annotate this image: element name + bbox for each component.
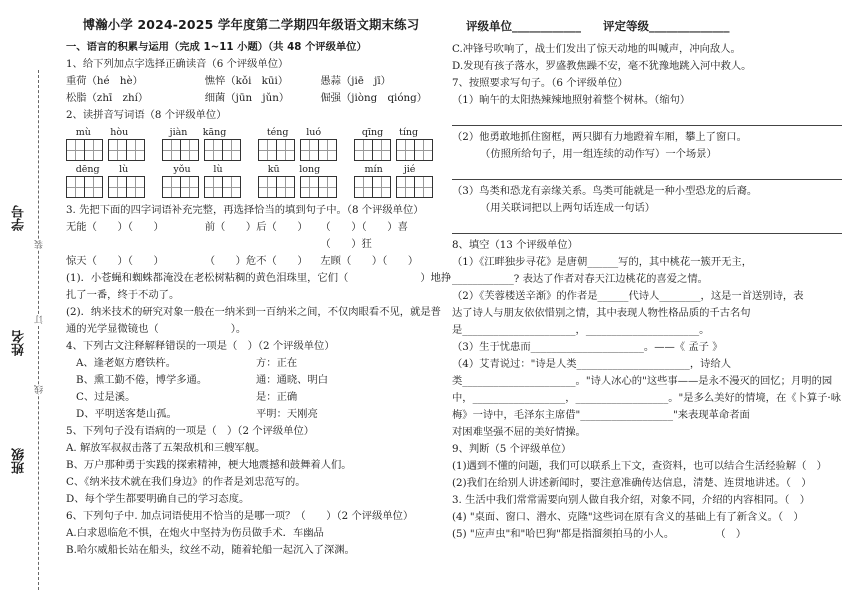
q1-item[interactable]: 倔强（jiòng qióng） — [320, 92, 428, 104]
q4-gloss: 通：通晓、明白 — [256, 374, 329, 386]
answer-line[interactable] — [452, 111, 842, 126]
pinyin: yǒu — [173, 164, 191, 175]
q9-stem: 9、判断（5 个评级单位） — [452, 443, 572, 455]
q8-line: 达了诗人与朋友依依惜别之情，其中表现人物性格品质的千古名句 — [452, 307, 751, 319]
q8-line[interactable]: （4）艾青说过："诗是人类______________________，诗给人 — [452, 358, 732, 370]
pinyin-word-box[interactable] — [258, 163, 330, 198]
q4-gloss: 方：正在 — [256, 357, 298, 369]
pinyin: luó — [306, 127, 322, 138]
q5-option[interactable]: C、《纳米技术就在我们身边》的作者是刘忠范写的。 — [66, 476, 306, 488]
pinyin: qīng — [361, 127, 384, 138]
pinyin-word-box[interactable] — [354, 163, 426, 198]
q5-option[interactable]: D、每个学生都要明确自己的学习态度。 — [66, 493, 250, 505]
q3-idiom[interactable]: 前（ ）后（ ） — [204, 221, 308, 233]
q3-idiom[interactable]: 惊天（ ）（ ） — [66, 255, 164, 267]
q7-sentence-2: （2）他勇敢地抓住窗框，两只脚有力地蹬着车厢，攀上了窗口。 — [452, 131, 747, 143]
pinyin: lù — [213, 164, 223, 175]
q8-line[interactable]: 是______________________，______________________。 — [452, 324, 710, 336]
pinyin: long — [299, 164, 321, 175]
q4-gloss: 平明：天刚亮 — [256, 408, 318, 420]
name-label: 姓名 — [12, 330, 27, 356]
q8-line[interactable]: （2）《芙蓉楼送辛渐》的作者是______代诗人________，这是一首送别诗，表 — [452, 290, 804, 302]
q1-item[interactable]: 重荷（hé hè） — [66, 75, 143, 87]
q3-idiom[interactable]: （ ）（ ）喜（ ）狂 — [320, 221, 408, 250]
pinyin-word-box[interactable] — [66, 163, 138, 198]
q8-line[interactable]: 梅》一诗中，毛泽东主席借"__________________"来表现革命者面 — [452, 409, 750, 421]
q6-option[interactable]: A.白求恩临危不惧，在炮火中坚持为伤员做手术．车幽品 — [66, 527, 324, 539]
q2-pinyin-row-1 — [66, 126, 436, 161]
pinyin-word-box[interactable] — [258, 126, 330, 161]
q7-stem: 7、按照要求写句子。（6 个评级单位） — [452, 77, 628, 89]
q4-option[interactable]: B、熏工勤不倦，博学多通。 — [76, 374, 208, 386]
answer-line[interactable] — [452, 165, 842, 180]
answer-line[interactable] — [452, 219, 842, 234]
q2-pinyin-row-2 — [66, 163, 436, 198]
q9-item[interactable]: (1)遇到不懂的问题，我们可以联系上下文，查资料，也可以结合生活经验解（ ） — [452, 460, 827, 472]
class-label: 班级 — [12, 448, 27, 474]
q9-item[interactable]: (4) "桌面、窗口、潜水、克隆"这些词在原有含义的基础上有了新含义。（ ） — [452, 511, 804, 523]
class-field[interactable] — [10, 448, 50, 474]
q6-option[interactable]: D.发现有孩子落水，罗盛教焦躁不安，毫不犹豫地跳入河中救人。 — [452, 60, 752, 72]
q8-line: 对困难坚强不屈的美好情操。 — [452, 426, 586, 438]
q5-option[interactable]: A. 解放军叔叔击落了五架敌机和三艘军舰。 — [66, 442, 266, 454]
q4-options — [66, 355, 436, 423]
pinyin: mín — [364, 164, 383, 175]
q6-stem: 6、下列句子中. 加点词语使用不恰当的是哪一项？（ ）（2 个评级单位） — [66, 510, 414, 522]
pinyin-word-box[interactable] — [66, 126, 138, 161]
pinyin: jié — [403, 164, 416, 175]
q4-option[interactable]: D、平明送客楚山孤。 — [76, 408, 177, 420]
q1-item[interactable]: 松脂（zhī zhí） — [66, 92, 149, 104]
q8-line[interactable]: ____________? 表达了作者对春天江边桃花的喜爱之情。 — [452, 273, 708, 285]
q8-line[interactable]: 中，__________________，__________________。"是多么美好的情境，在《卜算子·咏 — [452, 392, 841, 404]
pinyin: lù — [119, 164, 129, 175]
student-no-label: 学号 — [12, 205, 27, 231]
pinyin: tíng — [399, 127, 419, 138]
pinyin: jiàn — [169, 127, 188, 138]
q9-item[interactable]: (5) "应声虫"和"哈巴狗"都是指溜须拍马的小人。 （ ） — [452, 528, 747, 540]
q4-option[interactable]: A、逢老妪方磨铁杵。 — [76, 357, 177, 369]
q3-sentence-1-cont: 扎了一番，终于不动了。 — [66, 289, 180, 301]
q1-item[interactable]: 憔悴（kǒi kūi） — [204, 75, 289, 87]
q9-item[interactable]: (2)我们在给别人讲述新闻时，要注意准确传达信息，清楚、连贯地讲述。（ ） — [452, 477, 812, 489]
q4-gloss: 是：正确 — [256, 391, 298, 403]
q1-item[interactable]: 细菌（jūn jǔn） — [204, 92, 290, 104]
page-title: 博瀚小学 2024-2025 学年度第二学期四年级语文期末练习 — [82, 17, 420, 32]
q7-requirement-3: （用关联词把以上两句话连成一句话） — [480, 202, 656, 214]
cut-mark-2: 订 — [35, 315, 45, 324]
q7-requirement-2: （仿照所给句子，用一组连续的动作写）一个场景） — [480, 148, 717, 160]
cut-mark-1: 装 — [35, 240, 45, 249]
name-field[interactable] — [10, 330, 50, 356]
pinyin: téng — [266, 127, 289, 138]
q4-stem: 4、下列古文注释解释错误的一项是（ ）（2 个评级单位） — [66, 340, 335, 352]
left-column — [66, 0, 452, 559]
q3-idiom[interactable]: 左顾（ ）（ ） — [320, 255, 419, 267]
pinyin-word-box[interactable] — [354, 126, 426, 161]
q3-sentence-2: (2)．纳米技术的研究对象一般在一纳米到一百纳米之间，不仅肉眼看不见，就是普 — [66, 306, 441, 318]
q4-option[interactable]: C、过是溪。 — [76, 391, 136, 403]
q3-sentence-2-cont: 通的光学显微镜也（ ）。 — [66, 323, 247, 335]
pinyin: mù — [75, 127, 91, 138]
q3-sentence-1: (1)．小苍蝇和蜘蛛都淹没在老松树粘稠的黄色泪珠里，它们（ ）地挣 — [66, 272, 452, 284]
pinyin: hòu — [110, 127, 129, 138]
q3-idiom[interactable]: （ ）危不（ ） — [204, 255, 308, 267]
score-grade-field[interactable]: 评定等级______________ — [603, 19, 730, 33]
q3-stem: 3. 先把下面的四字词语补充完整，再选择恰当的填到句子中。（8 个评级单位） — [66, 204, 424, 216]
q3-line-2 — [66, 253, 436, 270]
right-column — [452, 0, 852, 543]
pinyin: kāng — [202, 127, 227, 138]
q1-stem: 1、给下列加点字选择正确读音（6 个评级单位） — [66, 58, 289, 70]
q7-sentence-3: （3）鸟类和恐龙有亲缘关系。鸟类可能就是一种小型恐龙的后裔。 — [452, 185, 758, 197]
binding-margin — [0, 0, 58, 607]
score-unit-field[interactable]: 评级单位____________ — [466, 19, 581, 33]
cut-mark-3: 线 — [35, 385, 45, 394]
q2-stem: 2、读拼音写词语（8 个评级单位） — [66, 109, 227, 121]
q8-line[interactable]: （1）《江畔独步寻花》是唐朝______写的，其中桃花一簇开无主， — [452, 256, 753, 268]
q6-option[interactable]: C.冲锋号吹响了，战士们发出了惊天动地的叫喊声，冲向敌人。 — [452, 43, 741, 55]
q5-option[interactable]: B、万户那种勇于实践的探索精神，梗大地震撼和鼓舞着人们。 — [66, 459, 352, 471]
pinyin-word-box[interactable] — [162, 163, 234, 198]
score-header — [466, 18, 852, 35]
q6-option[interactable]: B.哈尔威船长站在船头，纹丝不动，随着轮船一起沉入了深渊。 — [66, 544, 355, 556]
q5-stem: 5、下列句子没有语病的一项是（ ）（2 个评级单位） — [66, 425, 315, 437]
q8-line[interactable]: 类______________________。"诗人冰心的"这些事——是永不漫灭的回忆；月明的园 — [452, 375, 833, 387]
pinyin: dēng — [75, 164, 100, 175]
q1-item[interactable]: 愚蒜（jiē jī） — [320, 75, 391, 87]
q1-items — [66, 73, 436, 107]
q7-sentence-1: （1）晌午的太阳热辣辣地照射着整个树林。（缩句） — [452, 94, 691, 106]
pinyin: kū — [267, 164, 280, 175]
pinyin-word-box[interactable] — [162, 126, 234, 161]
q8-stem: 8、填空（13 个评级单位） — [452, 239, 578, 251]
q3-line-1 — [66, 219, 436, 253]
q9-item[interactable]: 3. 生活中我们常常需要向别人做自我介绍，对象不同，介绍的内容相同。（ ） — [452, 494, 811, 506]
q8-line[interactable]: （3）生于忧患而______________________。——《 孟子 》 — [452, 341, 723, 353]
student-no-field[interactable] — [10, 205, 50, 231]
section-heading: 一、语言的积累与运用（完成 1~11 小题）（共 48 个评级单位） — [66, 41, 367, 53]
q3-idiom[interactable]: 无能（ ）（ ） — [66, 221, 164, 233]
